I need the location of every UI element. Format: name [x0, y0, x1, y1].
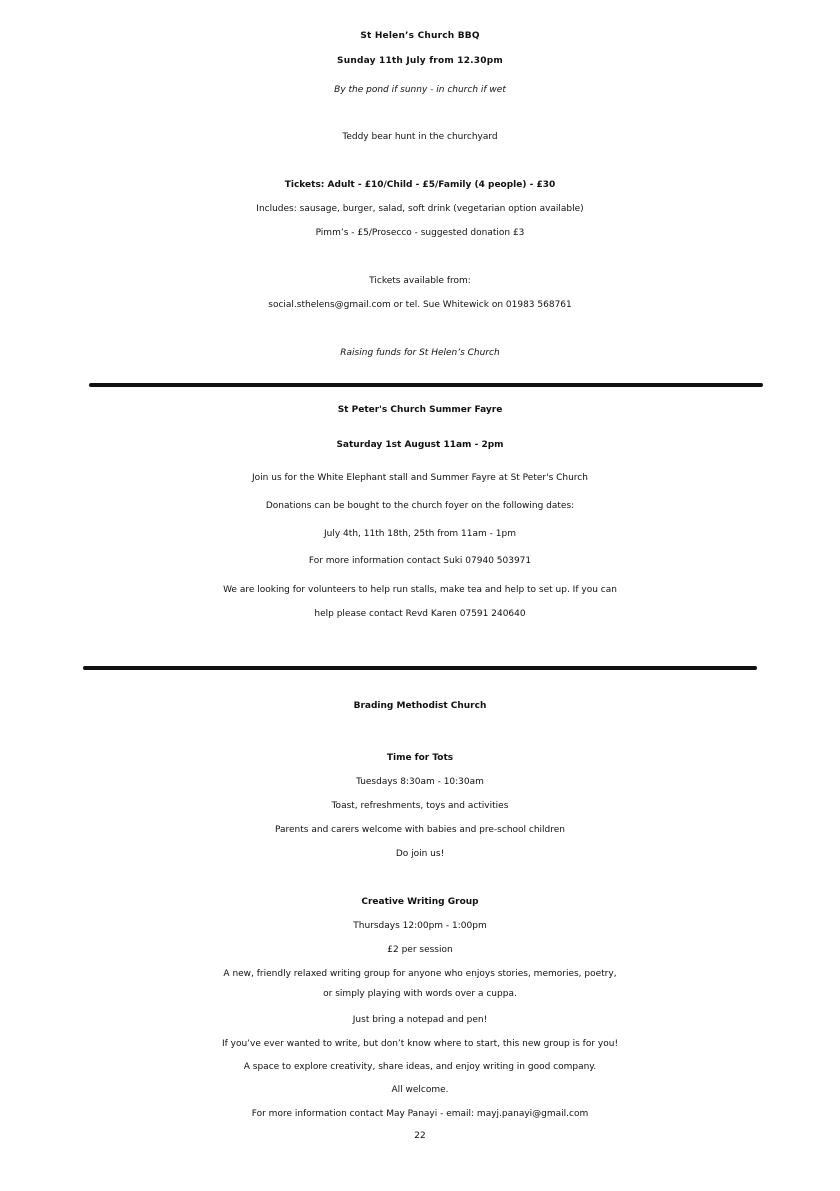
- tots-heading: Time for Tots: [386, 753, 454, 763]
- writing-bring: Just bring a notepad and pen!: [352, 1015, 488, 1025]
- writing-description-1: A new, friendly relaxed writing group for anyone who enjoys stories, memories, poetry,: [223, 969, 617, 979]
- writing-contact: For more information contact May Panayi - email: mayj.panayi@gmail.com: [251, 1109, 589, 1119]
- writing-line-1: If you’ve ever wanted to write, but don’t know where to start, this new group is for you!: [221, 1039, 619, 1049]
- writing-price: £2 per session: [387, 945, 453, 955]
- fayre-line-4: For more information contact Suki 07940 503971: [308, 556, 532, 566]
- page-number: 22: [414, 1131, 426, 1141]
- bbq-fundraising: Raising funds for St Helen’s Church: [340, 348, 500, 358]
- tots-audience: Parents and carers welcome with babies and pre-school children: [274, 825, 566, 835]
- writing-heading: Creative Writing Group: [361, 897, 479, 907]
- bbq-drinks: Pimm’s - £5/Prosecco - suggested donation £3: [315, 228, 525, 238]
- section-divider: [83, 666, 757, 670]
- writing-welcome: All welcome.: [391, 1085, 449, 1095]
- section-divider: [89, 383, 763, 387]
- bbq-tickets: Tickets: Adult - £10/Child - £5/Family (4 people) - £30: [284, 180, 556, 190]
- fayre-date: Saturday 1st August 11am - 2pm: [336, 440, 504, 450]
- fayre-title: St Peter's Church Summer Fayre: [337, 405, 503, 415]
- writing-description-2: or simply playing with words over a cuppa.: [323, 989, 517, 999]
- tots-invite: Do join us!: [395, 849, 445, 859]
- writing-time: Thursdays 12:00pm - 1:00pm: [353, 921, 487, 931]
- bbq-date: Sunday 11th July from 12.30pm: [337, 56, 503, 66]
- fayre-volunteers-line-2: help please contact Revd Karen 07591 240640: [314, 609, 526, 619]
- fayre-line-1: Join us for the White Elephant stall and Summer Fayre at St Peter's Church: [252, 473, 588, 483]
- fayre-line-2: Donations can be bought to the church foyer on the following dates:: [265, 501, 575, 511]
- bbq-location: By the pond if sunny - in church if wet: [334, 85, 506, 95]
- tots-time: Tuesdays 8:30am - 10:30am: [356, 777, 484, 787]
- tots-description: Toast, refreshments, toys and activities: [331, 801, 509, 811]
- fayre-line-3: July 4th, 11th 18th, 25th from 11am - 1pm: [324, 529, 516, 539]
- bbq-title: St Helen’s Church BBQ: [360, 31, 480, 41]
- bbq-includes: Includes: sausage, burger, salad, soft drink (vegetarian option available): [256, 204, 584, 214]
- methodist-title: Brading Methodist Church: [353, 701, 487, 711]
- fayre-volunteers-line-1: We are looking for volunteers to help run stalls, make tea and help to set up. If you can: [223, 585, 617, 595]
- bbq-contact: social.sthelens@gmail.com or tel. Sue Whitewick on 01983 568761: [268, 300, 572, 310]
- bbq-activity: Teddy bear hunt in the churchyard: [342, 132, 498, 142]
- writing-line-2: A space to explore creativity, share ideas, and enjoy writing in good company.: [243, 1062, 597, 1072]
- bbq-available-from: Tickets available from:: [369, 276, 471, 286]
